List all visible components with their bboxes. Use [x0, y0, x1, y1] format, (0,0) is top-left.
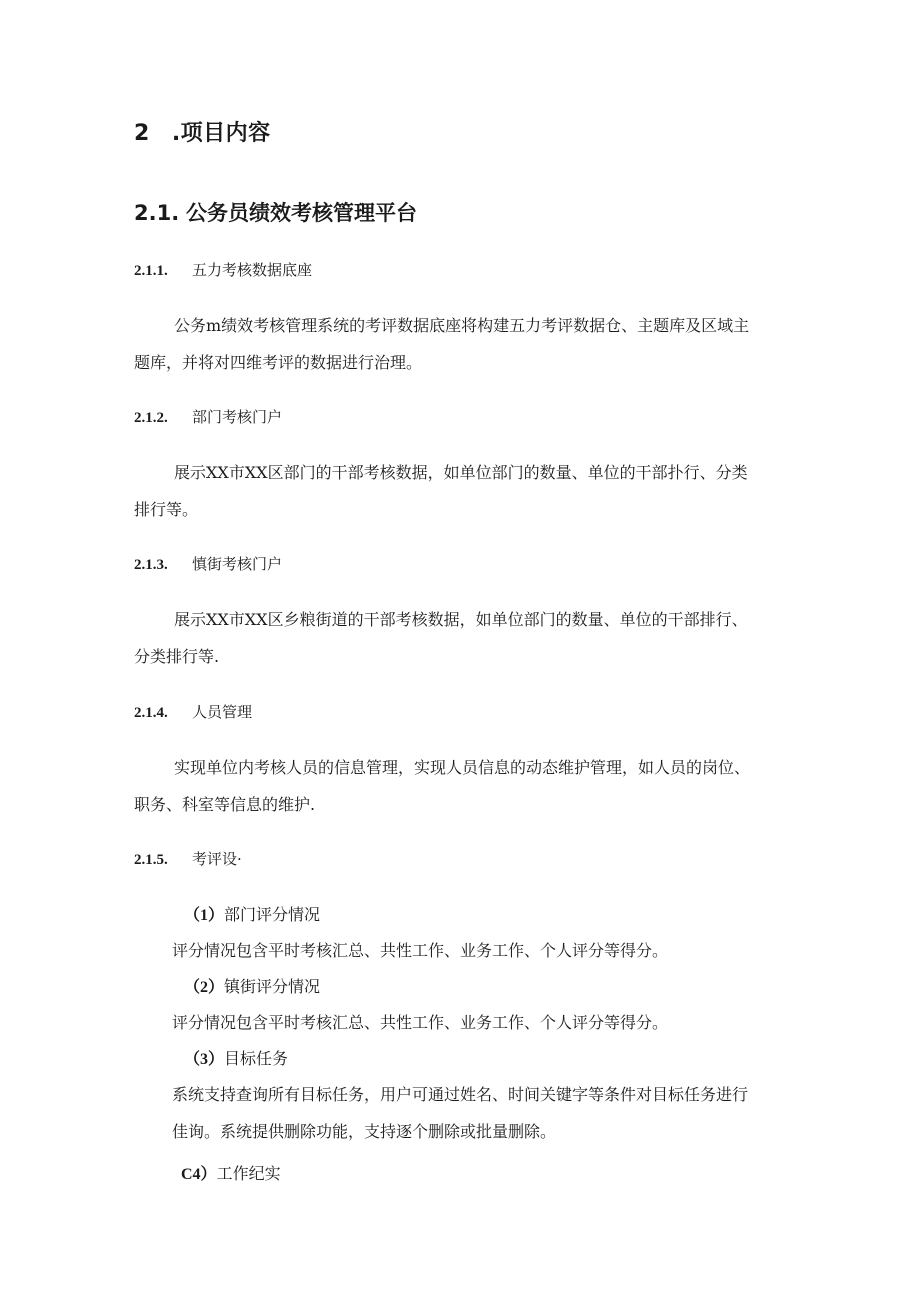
paragraph-line: 佳询。系统提供删除功能，支持逐个删除或批量删除。	[172, 1122, 557, 1141]
subitem-title: 部门评分情况	[224, 905, 321, 924]
subitem-title: 目标任务	[224, 1049, 289, 1068]
paragraph-line: 分类排行等.	[134, 647, 220, 666]
subitem-number: （2）	[184, 979, 225, 996]
item-heading	[134, 553, 282, 574]
item-number: 2.1.4.	[134, 705, 168, 721]
item-number: 2.1.1.	[134, 263, 168, 279]
paragraph-line: 排行等。	[134, 500, 199, 519]
subitem-heading	[184, 974, 320, 997]
section-heading	[134, 116, 271, 147]
subitem-heading	[181, 1161, 281, 1184]
subsection-heading	[134, 197, 417, 227]
paragraph-line: 展示XX市XX区部门的干部考核数据，如单位部门的数量、单位的干部扑行、分类	[174, 463, 748, 482]
section-title: .项目内容	[171, 121, 271, 146]
item-heading	[134, 406, 282, 427]
subitem-heading	[184, 902, 320, 925]
paragraph-line: 公务m绩效考核管理系统的考评数据底座将构建五力考评数据仓、主题库及区域主	[174, 316, 750, 335]
paragraph-line: 展示XX市XX区乡粮街道的干部考核数据，如单位部门的数量、单位的干部排行、	[174, 610, 748, 629]
item-number: 2.1.2.	[134, 410, 168, 426]
paragraph-line: 系统支持查询所有目标任务，用户可通过姓名、时间关键字等条件对目标任务进行	[172, 1085, 749, 1104]
item-title: 考评设·	[192, 850, 242, 868]
subitem-title: 镇街评分情况	[224, 977, 321, 996]
paragraph-line: 评分情况包含平时考核汇总、共性工作、业务工作、个人评分等得分。	[172, 941, 669, 960]
subitem-title: 工作纪实	[216, 1164, 281, 1183]
paragraph-line: 评分情况包含平时考核汇总、共性工作、业务工作、个人评分等得分。	[172, 1013, 669, 1032]
paragraph-line: 职务、科室等信息的维护.	[134, 795, 316, 814]
item-title: 五力考核数据底座	[192, 261, 313, 279]
item-title: 人员管理	[192, 703, 253, 721]
subsection-title: 公务员绩效考核管理平台	[186, 201, 417, 225]
item-title: 慎街考核门户	[192, 555, 283, 573]
item-heading	[134, 259, 312, 280]
section-number: 2	[134, 121, 150, 146]
paragraph-line: 实现单位内考核人员的信息管理，实现人员信息的动态维护管理，如人员的岗位、	[174, 758, 751, 777]
paragraph-line: 题库，并将对四维考评的数据进行治理。	[134, 353, 423, 372]
item-title: 部门考核门户	[192, 408, 283, 426]
subitem-number: （1）	[184, 907, 225, 924]
subitem-number: C4）	[181, 1166, 217, 1183]
subitem-heading	[184, 1046, 288, 1069]
subsection-number: 2.1.	[134, 201, 180, 225]
item-number: 2.1.5.	[134, 852, 168, 868]
item-heading	[134, 701, 252, 722]
subitem-number: （3）	[184, 1051, 225, 1068]
item-number: 2.1.3.	[134, 557, 168, 573]
item-heading	[134, 848, 242, 869]
